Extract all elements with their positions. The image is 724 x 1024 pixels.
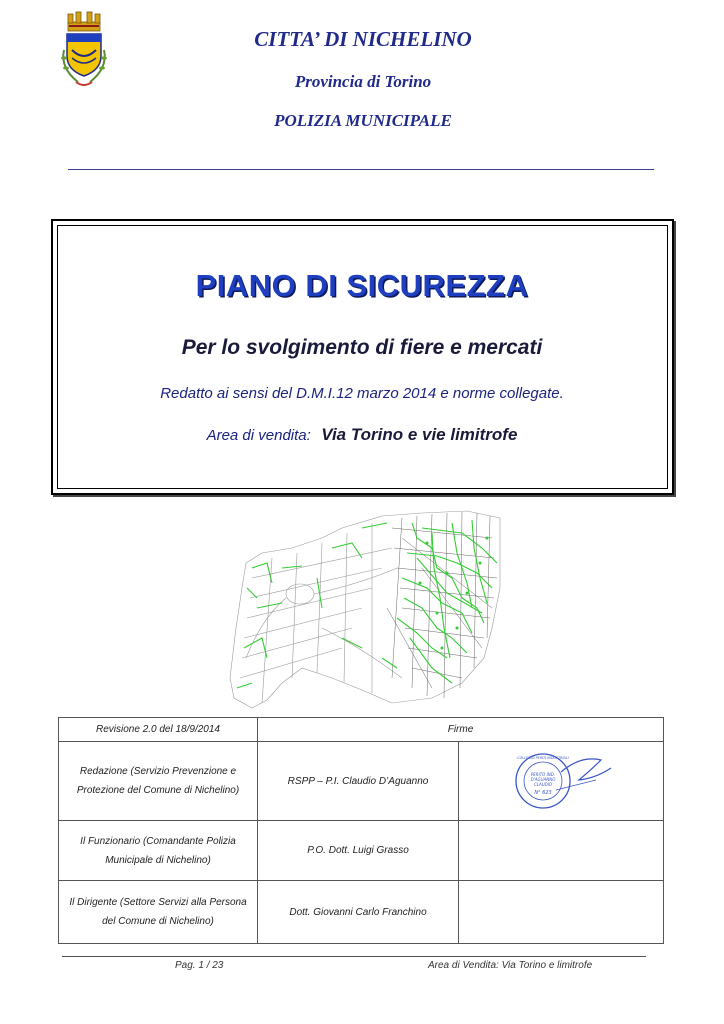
document-subtitle: Per lo svolgimento di fiere e mercati: [181, 336, 543, 359]
table-row: [59, 821, 664, 881]
coat-of-arms-logo: [58, 10, 110, 90]
svg-text:D'AGUANNO: D'AGUANNO: [530, 777, 556, 782]
department-name: POLIZIA MUNICIPALE: [274, 111, 452, 130]
svg-text:N° 623: N° 623: [534, 790, 552, 796]
firme-header: Firme: [258, 718, 664, 742]
legal-reference: Redatto ai sensi del D.M.I.12 marzo 2014 e norme collegate.: [160, 385, 564, 402]
header-divider: [68, 169, 654, 170]
area-value: Via Torino e vie limitrofe: [321, 425, 518, 444]
street-map-image: [222, 508, 504, 711]
signature-cell: [459, 742, 664, 821]
table-row: [59, 718, 664, 742]
province-name: Provincia di Torino: [294, 72, 432, 91]
table-row: [59, 742, 664, 821]
document-title: PIANO DI SICUREZZA: [195, 268, 529, 303]
revision-cell: Revisione 2.0 del 18/9/2014: [59, 718, 258, 742]
footer-area-text: Area di Vendita: Via Torino e limitrofe: [428, 960, 593, 971]
footer-divider: [62, 956, 646, 957]
name-cell: P.O. Dott. Luigi Grasso: [258, 821, 459, 881]
page-number: Pag. 1 / 23: [175, 960, 224, 971]
svg-text:COLLEGIO PERITI INDUSTRIALI: COLLEGIO PERITI INDUSTRIALI: [517, 756, 569, 760]
svg-text:PERITO IND.: PERITO IND.: [530, 772, 556, 777]
role-cell: Il Dirigente (Settore Servizi alla Persona del Comune di Nichelino): [59, 881, 258, 944]
city-name: CITTA’ DI NICHELINO: [254, 27, 472, 51]
professional-stamp-icon: [501, 750, 621, 812]
name-cell: RSPP – P.I. Claudio D’Aguanno: [258, 742, 459, 821]
role-cell: Il Funzionario (Comandante Polizia Municipale di Nichelino): [59, 821, 258, 881]
signature-cell: [459, 821, 664, 881]
signature-cell: [459, 881, 664, 944]
area-label: Area di vendita:: [206, 427, 311, 444]
signature-table: [58, 717, 664, 944]
name-cell: Dott. Giovanni Carlo Franchino: [258, 881, 459, 944]
table-row: [59, 881, 664, 944]
area-line: [0, 425, 724, 445]
role-cell: Redazione (Servizio Prevenzione e Protezione del Comune di Nichelino): [59, 742, 258, 821]
svg-text:CLAUDIO: CLAUDIO: [533, 782, 553, 787]
